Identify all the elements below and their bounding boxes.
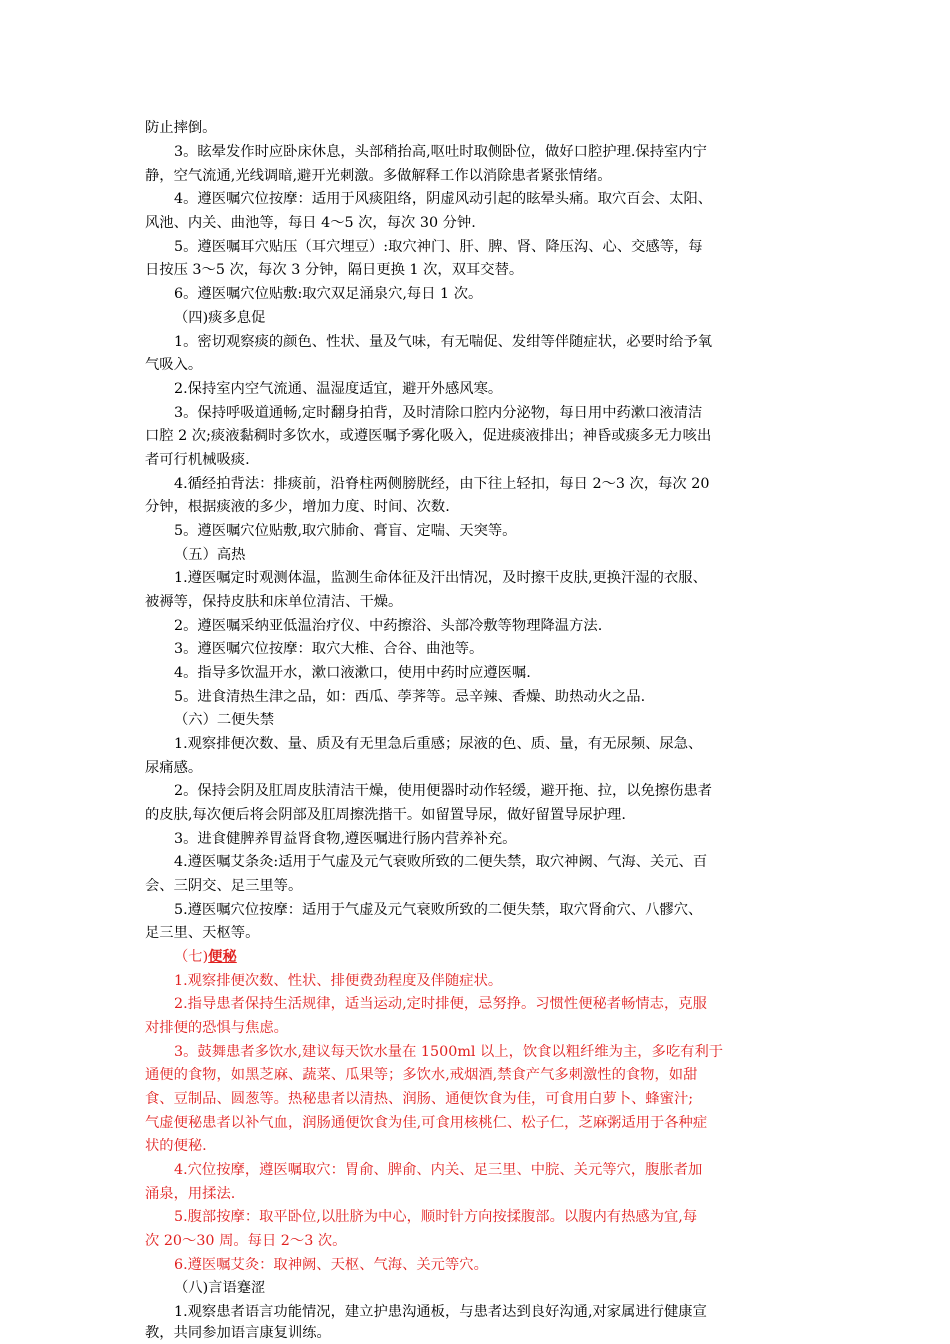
text-line: 2。遵医嘱采纳亚低温治疗仪、中药擦浴、头部冷敷等物理降温方法. xyxy=(174,618,603,634)
text-line: 者可行机械吸痰. xyxy=(145,452,250,468)
text-line: 静，空气流通,光线调暗,避开光刺激。多做解释工作以消除患者紧张情绪。 xyxy=(145,168,612,184)
text-line: 教，共同参加语言康复训练。 xyxy=(145,1325,331,1341)
text-line: 4.遵医嘱艾条灸:适用于气虚及元气衰败所致的二便失禁，取穴神阙、气海、关元、百 xyxy=(174,854,708,870)
text-line-red: 次 20～30 周。每日 2～3 次。 xyxy=(145,1233,347,1249)
section-heading: （六）二便失禁 xyxy=(174,712,275,728)
text-line: 4。遵医嘱穴位按摩：适用于风痰阻络，阴虚风动引起的眩晕头痛。取穴百会、太阳、 xyxy=(174,191,713,207)
text-line: 4.循经拍背法：排痰前，沿脊柱两侧膀胱经，由下往上轻扣，每日 2～3 次，每次 20 xyxy=(174,476,710,492)
text-line: 日按压 3～5 次，每次 3 分钟，隔日更换 1 次，双耳交替。 xyxy=(145,262,524,278)
text-line: 3。进食健脾养胃益肾食物,遵医嘱进行肠内营养补充。 xyxy=(174,831,517,847)
text-line: 5。进食清热生津之品，如：西瓜、荸荠等。忌辛辣、香燥、助热动火之品. xyxy=(174,689,646,705)
text-line: 5.遵医嘱穴位按摩：适用于气虚及元气衰败所致的二便失禁，取穴肾俞穴、八髎穴、 xyxy=(174,902,703,918)
text-line-red: 5.腹部按摩：取平卧位,以肚脐为中心，顺时针方向按揉腹部。以腹内有热感为宜,每 xyxy=(174,1209,698,1225)
text-line: 3。遵医嘱穴位按摩：取穴大椎、合谷、曲池等。 xyxy=(174,641,484,657)
text-line: 4。指导多饮温开水，漱口液漱口，使用中药时应遵医嘱. xyxy=(174,665,531,681)
text-line-red: 2.指导患者保持生活规律，适当运动,定时排便，忌努挣。习惯性便秘者畅情志，克服 xyxy=(174,996,707,1012)
section-heading: （四)痰多息促 xyxy=(174,310,266,326)
text-line: 2。保持会阴及肛周皮肤清洁干燥，使用便器时动作轻缓，避开拖、拉，以免擦伤患者 xyxy=(174,783,713,799)
text-line: 尿痛感。 xyxy=(145,760,203,776)
text-line: 口腔 2 次;痰液黏稠时多饮水，或遵医嘱予雾化吸入，促进痰液排出；神昏或痰多无力咳出 xyxy=(145,428,712,444)
section-heading-red xyxy=(174,946,844,968)
text-line: 1.观察患者语言功能情况，建立护患沟通板，与患者达到良好沟通,对家属进行健康宣 xyxy=(174,1304,707,1320)
text-line: 风池、内关、曲池等，每日 4～5 次，每次 30 分钟. xyxy=(145,215,476,231)
text-line: 5。遵医嘱耳穴贴压（耳穴埋豆）:取穴神门、肝、脾、肾、降压沟、心、交感等，每 xyxy=(174,239,703,255)
section-heading: （五）高热 xyxy=(174,547,246,563)
text-line: 1。密切观察痰的颜色、性状、量及气味，有无喘促、发绀等伴随症状，必要时给予氧 xyxy=(174,334,713,350)
text-line: 的皮肤,每次便后将会阴部及肛周擦洗揩干。如留置导尿，做好留置导尿护理. xyxy=(145,807,626,823)
text-line-red: 4.穴位按摩，遵医嘱取穴：胃俞、脾俞、内关、足三里、中脘、关元等穴，腹胀者加 xyxy=(174,1162,703,1178)
text-line-red: 涌泉，用揉法. xyxy=(145,1186,236,1202)
text-line-red: 1.观察排便次数、性状、排便费劲程度及伴随症状。 xyxy=(174,973,503,989)
text-line: 1.观察排便次数、量、质及有无里急后重感；尿液的色、质、量，有无尿频、尿急、 xyxy=(174,736,703,752)
text-line: 6。遵医嘱穴位贴敷:取穴双足涌泉穴,每日 1 次。 xyxy=(174,286,483,302)
text-line-red: 6.遵医嘱艾灸：取神阙、天枢、气海、关元等穴。 xyxy=(174,1257,488,1273)
text-line: 防止摔倒。 xyxy=(145,120,217,136)
text-line: 分钟，根据痰液的多少，增加力度、时间、次数. xyxy=(145,499,450,515)
section-heading-title: 便秘 xyxy=(208,949,237,965)
text-line: 被褥等，保持皮肤和床单位清洁、干燥。 xyxy=(145,594,403,610)
text-line: 足三里、天枢等。 xyxy=(145,925,260,941)
text-line: 3。保持呼吸道通畅,定时翻身拍背，及时清除口腔内分泌物，每日用中药漱口液清洁 xyxy=(174,405,703,421)
text-line: 5。遵医嘱穴位贴敷,取穴肺俞、膏盲、定喘、天突等。 xyxy=(174,523,517,539)
text-line-red: 对排便的恐惧与焦虑。 xyxy=(145,1020,288,1036)
text-line: 气吸入。 xyxy=(145,357,203,373)
section-heading-prefix: （七) xyxy=(174,949,209,965)
text-line: 1.遵医嘱定时观测体温，监测生命体征及汗出情况，及时擦干皮肤,更换汗湿的衣服、 xyxy=(174,570,707,586)
text-line-red: 通便的食物，如黑芝麻、蔬菜、瓜果等；多饮水,戒烟酒,禁食产气多刺激性的食物，如甜 xyxy=(145,1067,698,1083)
text-line: 2.保持室内空气流通、温湿度适宜，避开外感风寒。 xyxy=(174,381,503,397)
text-line: 3。眩晕发作时应卧床休息，头部稍抬高,呕吐时取侧卧位，做好口腔护理.保持室内宁 xyxy=(174,144,707,160)
text-line-red: 气虚便秘患者以补气血，润肠通便饮食为佳,可食用核桃仁、松子仁，芝麻粥适用于各种症 xyxy=(145,1115,708,1131)
text-line-red: 食、豆制品、圆葱等。热秘患者以清热、润肠、通便饮食为佳，可食用白萝卜、蜂蜜汁; xyxy=(145,1091,694,1107)
section-heading: （八)言语蹇涩 xyxy=(174,1280,266,1296)
text-line-red: 状的便秘. xyxy=(145,1138,207,1154)
text-line-red: 3。鼓舞患者多饮水,建议每天饮水量在 1500ml 以上，饮食以粗纤维为主，多吃有利于 xyxy=(174,1044,724,1060)
text-line: 会、三阴交、足三里等。 xyxy=(145,878,303,894)
